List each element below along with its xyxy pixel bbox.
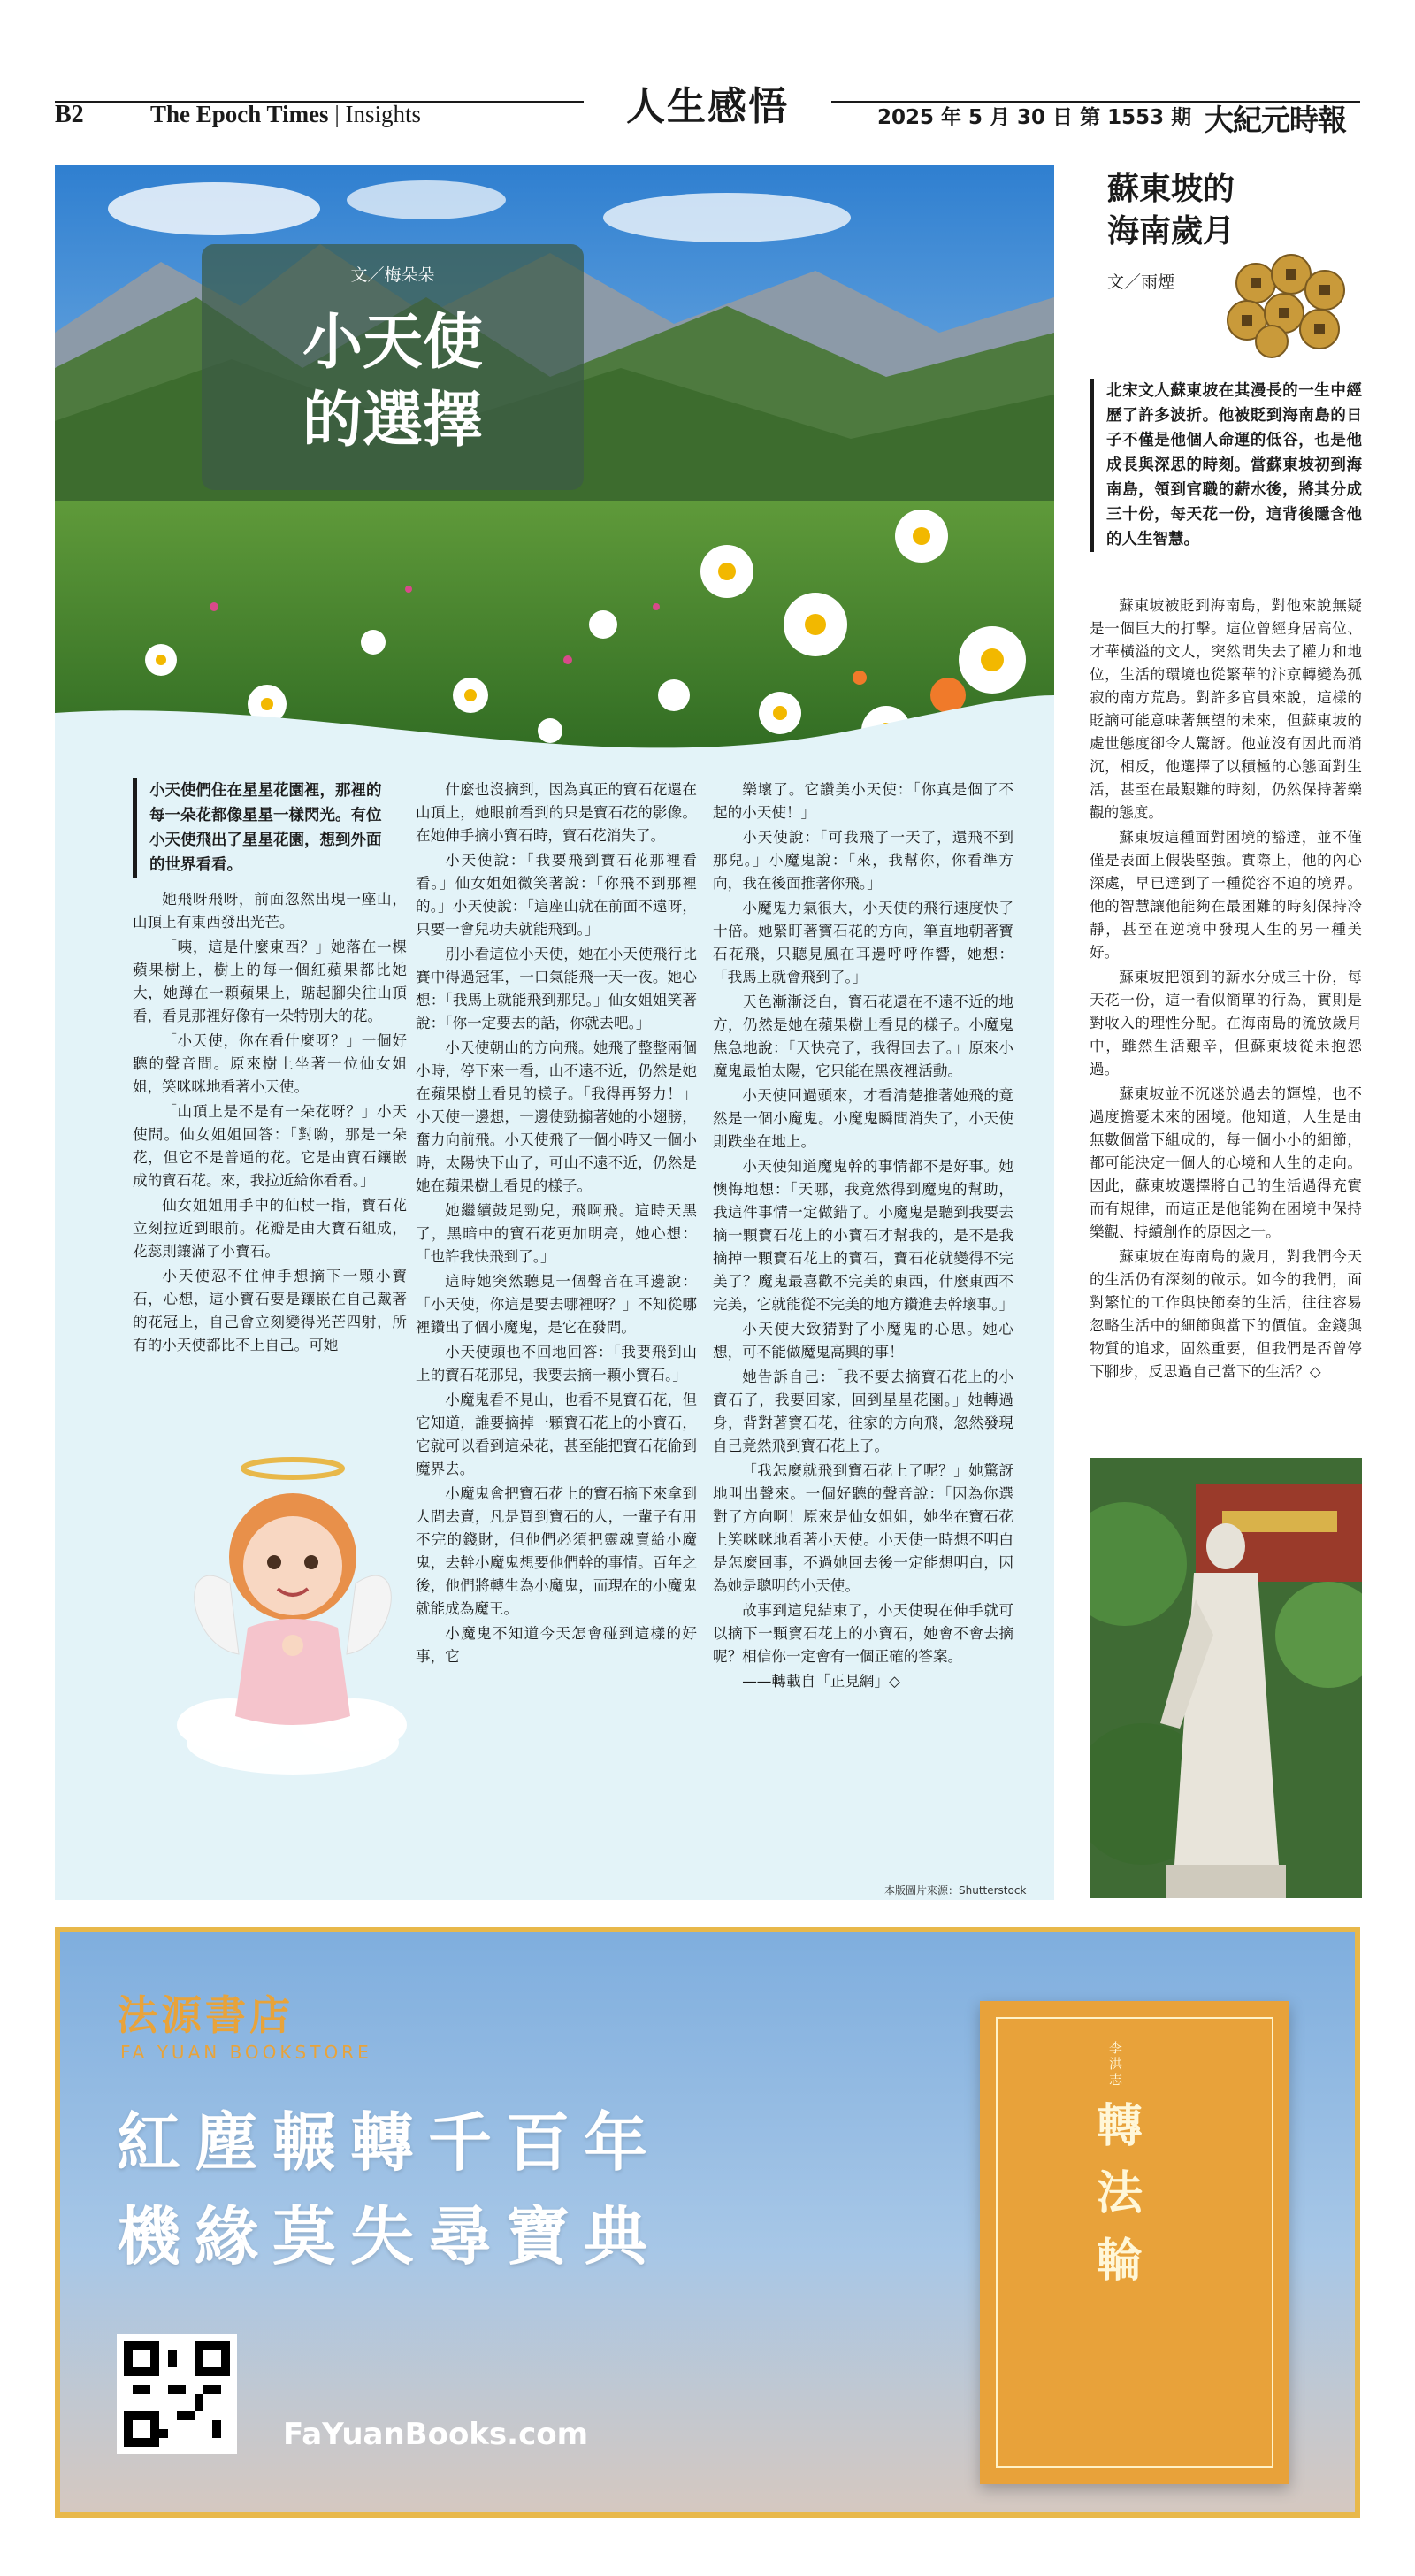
paragraph: 「山頂上是不是有一朵花呀？」小天使問。仙女姐姐回答：「對喲，那是一朵花，但它不是普通的花。它是由寶石鑲嵌成的寶石花。來，我拉近給你看看。」	[133, 1103, 407, 1189]
paragraph: 小魔鬼不知道今天怎會碰到這樣的好事，它	[416, 1625, 697, 1665]
story-column-1	[133, 888, 407, 1359]
paragraph: 她告訴自己：「我不要去摘寶石花上的小寶石了，我要回家，回到星星花園。」她轉過身，背對著寶石花，往家的方向飛，忽然發現自己竟然飛到寶石花上了。	[713, 1368, 1013, 1454]
bookstore-ad[interactable]	[55, 1927, 1360, 2518]
book-cover	[980, 2001, 1289, 2484]
page-header	[55, 84, 1360, 137]
book-title: 轉法輪	[1096, 2100, 1143, 2288]
story-title	[202, 304, 584, 460]
paragraph: 蘇東坡並不沉迷於過去的輝煌，也不過度擔憂未來的困境。他知道，人生是由無數個當下組成的，每一個小小的細節，都可能決定一個人的心境和人生的走向。因此，蘇東坡選擇將自己的生活過得充實而有規律，而這正是他能夠在困境中保持樂觀、持續創作的原因之一。	[1090, 1085, 1362, 1240]
paragraph: 她飛呀飛呀，前面忽然出現一座山，山頂上有東西發出光芒。	[133, 891, 407, 931]
sidebar-title	[1107, 168, 1235, 253]
coins-icon	[1220, 248, 1353, 359]
paragraph: 故事到這兒結束了，小天使現在伸手就可以摘下一顆寶石花上的小寶石，她會不會去摘呢？相信你一定會有一個正確的答案。	[713, 1602, 1013, 1665]
statue-photo	[1090, 1458, 1362, 1898]
paragraph: 「咦，這是什麼東西？」她落在一棵蘋果樹上，樹上的每一個紅蘋果都比她大，她蹲在一顆蘋果上，踮起腳尖往山頂看，看見那裡好像有一朵特別大的花。	[133, 939, 407, 1024]
publication-name	[150, 101, 421, 128]
statue-icon	[1090, 1458, 1362, 1898]
sidebar-byline: 文／雨煙	[1107, 272, 1175, 292]
paragraph: 小魔鬼看不見山，也看不見寶石花，但它知道，誰要摘掉一顆寶石花上的小寶石，它就可以看到這朵花，甚至能把寶石花偷到魔界去。	[416, 1392, 697, 1477]
sidebar-title-line-2: 海南歲月	[1107, 213, 1235, 249]
sidebar-title-line-1: 蘇東坡的	[1107, 171, 1235, 207]
story-byline: 文／梅朵朵	[350, 265, 435, 285]
qr-code-icon[interactable]	[117, 2334, 237, 2454]
masthead-logo: 大紀元時報	[1205, 103, 1346, 137]
paragraph: 什麼也沒摘到，因為真正的寶石花還在山頂上，她眼前看到的只是寶石花的影像。在她伸手摘小寶石時，寶石花消失了。	[416, 781, 697, 844]
paragraph: ——轉載自「正見網」◇	[742, 1673, 900, 1690]
paragraph: 小天使說：「可我飛了一天了，還飛不到那兒。」小魔鬼說：「來，我幫你，你看準方向，我在後面推著你飛。」	[713, 829, 1013, 892]
angel-icon	[177, 1433, 409, 1778]
paragraph: 「小天使，你在看什麼呀？」一個好聽的聲音問。原來樹上坐著一位仙女姐姐，笑咪咪地看著小天使。	[133, 1032, 407, 1095]
ad-brand: 法源書店	[117, 1991, 294, 2039]
story-lead: 小天使們住在星星花園裡，那裡的每一朵花都像星星一樣閃光。有位小天使飛出了星星花園，想到外面的世界看看。	[133, 778, 394, 878]
paragraph: 小天使朝山的方向飛。她飛了整整兩個小時，停下來一看，山不遠不近，仍然是她在蘋果樹上看見的樣子。「我得再努力！」小天使一邊想，一邊使勁搧著她的小翅膀，奮力向前飛。小天使飛了一個小時又一個小時，太陽快下山了，可山不遠不近，仍然是她在蘋果樹上看見的樣子。	[416, 1039, 697, 1194]
story-title-box	[202, 244, 584, 490]
angel-illustration	[177, 1433, 409, 1778]
paragraph: 這時她突然聽見一個聲音在耳邊說：「小天使，你這是要去哪裡呀？」不知從哪裡鑽出了個小魔鬼，是它在發問。	[416, 1273, 697, 1336]
sidebar-lead: 北宋文人蘇東坡在其漫長的一生中經歷了許多波折。他被貶到海南島的日子不僅是他個人命運的低谷，也是他成長與深思的時刻。當蘇東坡初到海南島，領到官職的薪水後，將其分成三十份，每天花一份，這背後隱含他的人生智慧。	[1090, 379, 1362, 552]
image-credit: 本版圖片來源：Shutterstock	[884, 1884, 1027, 1897]
ad-slogan-line-1: 紅塵輾轉千百年	[117, 2105, 662, 2180]
paragraph: 樂壞了。它讚美小天使：「你真是個了不起的小天使！」	[713, 781, 1013, 821]
qr-pattern	[124, 2341, 230, 2447]
paragraph: 小天使說：「我要飛到寶石花那裡看看。」仙女姐姐微笑著說：「你飛不到那裡的。」小天使說：「這座山就在前面不遠呀，只要一會兒功夫就能飛到。」	[416, 852, 697, 938]
paragraph: 小天使頭也不回地回答：「我要飛到山上的寶石花那兒，我要去摘一顆小寶石。」	[416, 1344, 697, 1384]
paragraph: 蘇東坡被貶到海南島，對他來說無疑是一個巨大的打擊。這位曾經身居高位、才華橫溢的文人，突然間失去了權力和地位，生活的環境也從繁華的汴京轉變為孤寂的南方荒島。對許多官員來說，這樣的貶謫可能意味著無望的未來，但蘇東坡的處世態度卻令人驚訝。他並沒有因此而消沉，相反，他選擇了以積極的心態面對生活，甚至在最艱難的時刻，仍然保持著樂觀的態度。	[1090, 597, 1362, 821]
paragraph: 「我怎麼就飛到寶石花上了呢？」她驚訝地叫出聲來。一個好聽的聲音說：「因為你選對了方向啊！原來是仙女姐姐，她坐在寶石花上笑咪咪地看著小天使。小天使一時想不明白是怎麼回事，不過她回去後一定能想明白，因為她是聰明的小天使。	[713, 1462, 1013, 1594]
paragraph: 小天使忍不住伸手想摘下一顆小寶石，心想，這小寶石要是鑲嵌在自己戴著的花冠上，自己會立刻變得光芒四射，所有的小天使都比不上自己。可她	[133, 1268, 407, 1353]
story-title-line-2: 的選擇	[302, 386, 483, 456]
paragraph: 別小看這位小天使，她在小天使飛行比賽中得過冠軍，一口氣能飛一天一夜。她心想：「我馬上就能飛到那兒。」仙女姐姐笑著說：「你一定要去的話，你就去吧。」	[416, 946, 697, 1031]
sidebar-body	[1090, 594, 1362, 1385]
paragraph: 小天使知道魔鬼幹的事情都不是好事。她懊悔地想：「天哪，我竟然得到魔鬼的幫助，我這件事情一定做錯了。小魔鬼是聽到我要去摘一顆寶石花上的小寶石才幫我的，是不是我摘掉一顆寶石花上的寶石，寶石花就變得不完美了？魔鬼最喜歡不完美的東西，什麼東西不完美，它就能從不完美的地方鑽進去幹壞事。」	[713, 1158, 1014, 1313]
story-column-2	[416, 778, 697, 1670]
paragraph: 她繼續鼓足勁兒，飛啊飛。這時天黑了，黑暗中的寶石花更加明亮，她心想：「也許我快飛到了。」	[416, 1202, 697, 1265]
paragraph: 蘇東坡把領到的薪水分成三十份，每天花一份，這一看似簡單的行為，實則是對收入的理性分配。在海南島的流放歲月中，雖然生活艱辛，但蘇東坡從未抱怨過。	[1090, 969, 1362, 1077]
publication-section: | Insights	[328, 101, 421, 127]
ad-slogan-line-2: 機緣莫失尋寶典	[117, 2199, 662, 2273]
ad-website-link[interactable]: FaYuanBooks.com	[283, 2417, 589, 2452]
paragraph: 小天使回過頭來，才看清楚推著她飛的竟然是一個小魔鬼。小魔鬼瞬間消失了，小天使則跌坐在地上。	[713, 1087, 1013, 1150]
paragraph: 蘇東坡在海南島的歲月，對我們今天的生活仍有深刻的啟示。如今的我們，面對繁忙的工作與快節奏的生活，往往容易忽略生活中的細節與當下的價值。金錢與物質的追求，固然重要，但我們是否曾停下腳步，反思過自己當下的生活？◇	[1090, 1248, 1362, 1380]
issue-date: 2025 年 5 月 30 日 第 1553 期	[877, 106, 1192, 129]
paragraph: 小魔鬼力氣很大，小天使的飛行速度快了十倍。她緊盯著寶石花的方向，筆直地朝著寶石花飛，只聽見風在耳邊呼呼作響，她想：「我馬上就會飛到了。」	[713, 900, 1013, 985]
publication-bold: The Epoch Times	[150, 101, 329, 127]
section-title: 人生感悟	[626, 84, 789, 129]
book-author: 李洪志	[1109, 2040, 1123, 2088]
coins-illustration	[1220, 248, 1353, 359]
ad-brand-english: FA YUAN BOOKSTORE	[120, 2042, 372, 2063]
paragraph: 小天使大致猜對了小魔鬼的心思。她心想，可不能做魔鬼高興的事！	[713, 1321, 1013, 1361]
story-title-line-1: 小天使	[302, 308, 483, 378]
paragraph: 蘇東坡這種面對困境的豁達，並不僅僅是表面上假裝堅強。實際上，他的內心深處，早已達到了一種從容不迫的境界。他的智慧讓他能夠在最困難的時刻保持冷靜，甚至在逆境中發現人生的另一種美好。	[1090, 829, 1362, 961]
page-number: B2	[55, 101, 84, 128]
story-column-3	[713, 778, 1013, 1695]
paragraph: 小魔鬼會把寶石花上的寶石摘下來拿到人間去賣，凡是買到寶石的人，一輩子有用不完的錢財，但他們必須把靈魂賣給小魔鬼，去幹小魔鬼想要他們幹的事情。百年之後，他們將轉生為小魔鬼，而現在的小魔鬼就能成為魔王。	[416, 1485, 697, 1617]
paragraph: 仙女姐姐用手中的仙杖一指，寶石花立刻拉近到眼前。花瓣是由大寶石組成，花蕊則鑲滿了小寶石。	[133, 1197, 407, 1260]
paragraph: 天色漸漸泛白，寶石花還在不遠不近的地方，仍然是她在蘋果樹上看見的樣子。小魔鬼焦急地說：「天快亮了，我得回去了。」原來小魔鬼最怕太陽，它只能在黑夜裡活動。	[713, 993, 1013, 1079]
